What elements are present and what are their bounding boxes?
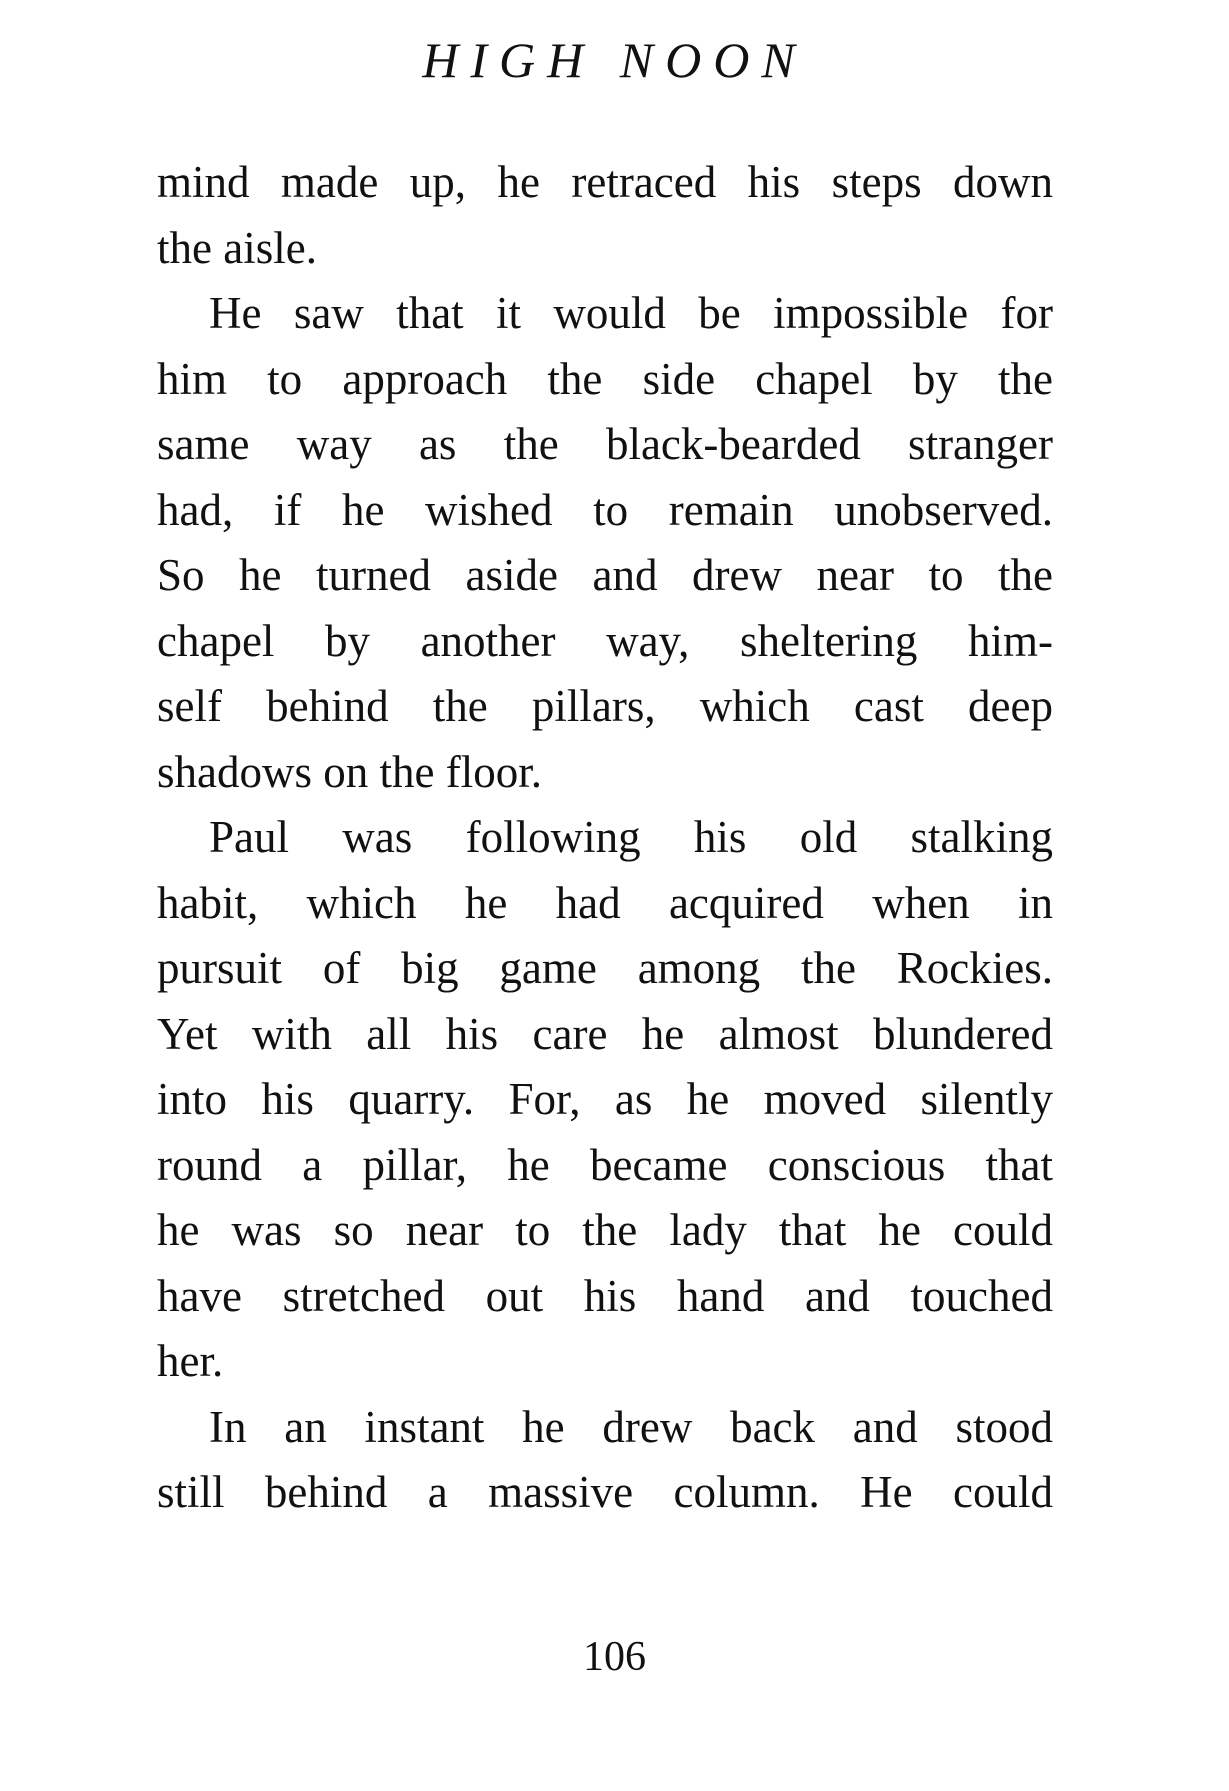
text-line: self behind the pillars, which cast deep — [157, 681, 1053, 731]
text-line: pursuit of big game among the Rockies. — [157, 943, 1053, 993]
body-text — [157, 150, 1053, 1526]
text-line: her. — [157, 1336, 224, 1386]
text-line: had, if he wished to remain unobserved. — [157, 484, 1053, 535]
text-line: habit, which he had acquired when in — [157, 877, 1053, 928]
text-line: So he turned aside and drew near to the — [157, 550, 1053, 600]
running-head: HIGH NOON — [422, 32, 807, 88]
text-line: into his quarry. For, as he moved silently — [157, 1074, 1053, 1124]
text-line: he was so near to the lady that he could — [157, 1205, 1053, 1255]
text-line: the aisle. — [157, 222, 317, 273]
text-line: Yet with all his care he almost blundered — [157, 1008, 1053, 1059]
page-number: 106 — [583, 1634, 646, 1680]
text-line: chapel by another way, sheltering him- — [157, 615, 1053, 666]
text-line: same way as the black-bearded stranger — [157, 419, 1053, 469]
text-line: have stretched out his hand and touched — [157, 1270, 1053, 1321]
text-line: mind made up, he retraced his steps down — [157, 157, 1053, 207]
text-line: still behind a massive column. He could — [157, 1467, 1053, 1517]
text-line: Paul was following his old stalking — [209, 812, 1053, 862]
text-line: In an instant he drew back and stood — [209, 1401, 1053, 1452]
text-line: shadows on the floor. — [157, 746, 542, 797]
text-line: He saw that it would be impossible for — [209, 288, 1053, 338]
text-line: him to approach the side chapel by the — [157, 353, 1053, 404]
text-line: round a pillar, he became conscious that — [157, 1139, 1053, 1190]
